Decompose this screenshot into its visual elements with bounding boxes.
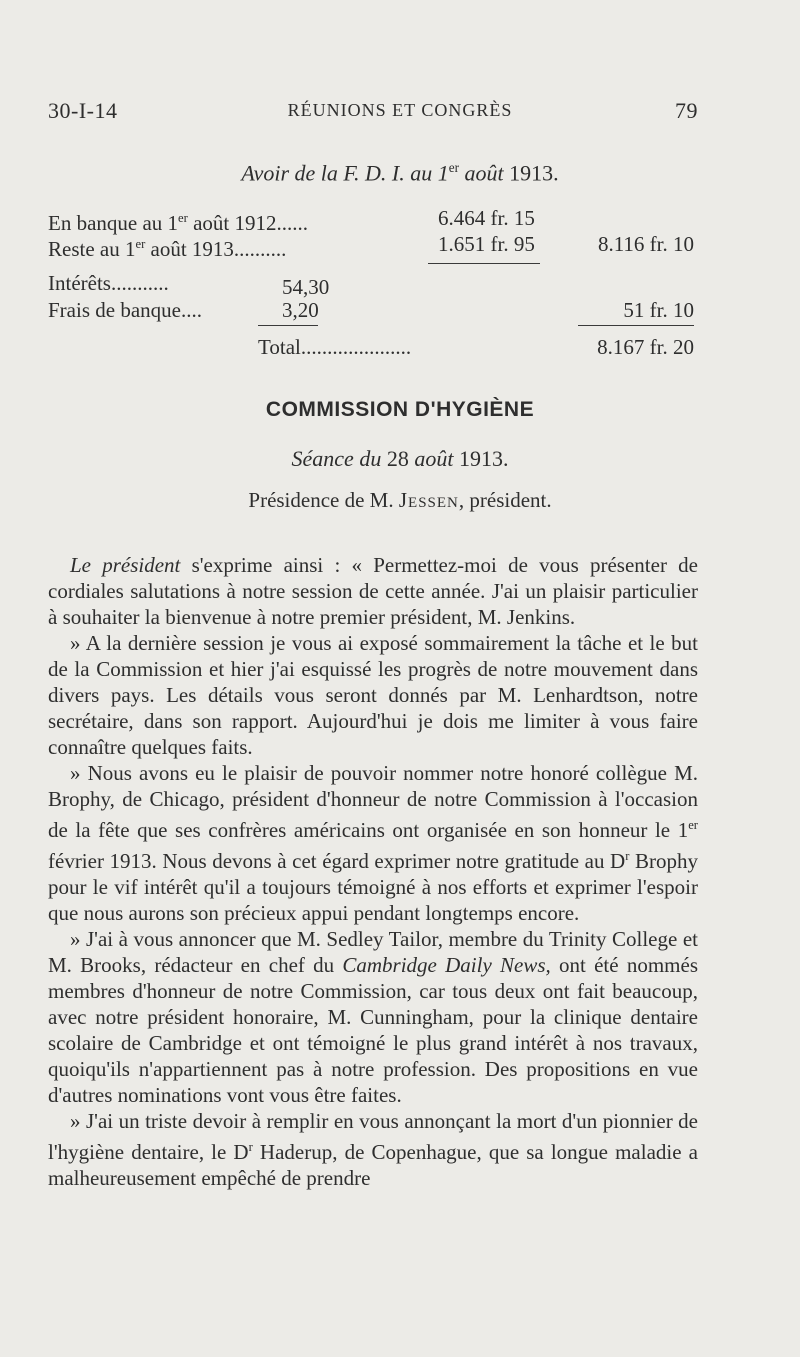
account-amount-3: 54,30 [282, 275, 330, 299]
account-label-1: En banque au 1er août 1912...... [48, 211, 308, 235]
account-amount-4: 3,20 [282, 298, 319, 322]
seance-date: Séance du 28 août 1913. [291, 446, 509, 471]
avoir-title: Avoir de la F. D. I. au 1er août 1913. [241, 160, 559, 186]
body-text [48, 552, 698, 1191]
account-amount-2: 1.651 fr. 95 [438, 232, 535, 256]
paragraph-3: » Nous avons eu le plaisir de pouvoir nommer notre honoré collègue M. Brophy, de Chicago, président d'honneur de notre Commission à l'occasion de la fête que ses confrères américains ont organisée en son honneur le 1er février 1913. Nous devons à cet égard exprimer notre gratitude au $D^r$ Brophy pour le vif intérêt qu'il a toujours témoigné à nos efforts et exprimer l'espoir que nous aurons son précieux appui pendant longtemps encore. [48, 761, 698, 925]
total-label: Total..................... [258, 335, 412, 359]
paragraph-4: » J'ai à vous annoncer que M. Sedley Tailor, membre du Trinity College et M. Brooks, rédacteur en chef du Cambridge Daily News, ont été nommés membres d'honneur de notre Commission, car tous deux ont fait beaucoup, avec notre président honoraire, M. Cunningham, pour la clinique dentaire scolaire de Cambridge et ont témoigné le plus grand intérêt à nos travaux, quoiqu'ils n'appartiennent pas à notre profession. Des propositions en vue d'autres nominations vont vous être faites. [48, 927, 698, 1107]
header-section-title: RÉUNIONS ET CONGRÈS [287, 100, 513, 120]
page-number: 79 [675, 98, 698, 123]
header-date: 30-I-14 [48, 98, 118, 123]
paragraph-2: » A la dernière session je vous ai exposé sommairement la tâche et le but de la Commission et hier j'ai esquissé les progrès de notre mouvement dans divers pays. Les détails vous seront donnés par M. Lenhardtson, notre secrétaire, dans son rapport. Aujourd'hui je dois me limiter à vous faire connaître quelques faits. [48, 631, 698, 759]
subtotal-rule-1 [428, 263, 540, 264]
account-total-4: 51 fr. 10 [623, 298, 694, 322]
account-label-3: Intérêts........... [48, 271, 169, 295]
account-amount-1: 6.464 fr. 15 [438, 206, 535, 230]
account-label-2: Reste au 1er août 1913.......... [48, 237, 287, 261]
account-total-2: 8.116 fr. 10 [597, 232, 694, 256]
paragraph-5: » J'ai un triste devoir à remplir en vous annonçant la mort d'un pionnier de l'hygiène dentaire, le $D^r$ Haderup, de Copenhague, que sa longue maladie a malheureusement empêché de prendre [48, 1109, 698, 1190]
total-value: 8.167 fr. 20 [597, 335, 694, 359]
section-heading: COMMISSION D'HYGIÈNE [265, 398, 535, 421]
presidence-line: Présidence de M. Jessen, président. [248, 488, 552, 512]
paragraph-1: Le président s'exprime ainsi : « Permettez-moi de vous présenter de cordiales salutations à notre session de cette année. J'ai un plaisir particulier à souhaiter la bienvenue à notre premier président, M. Jenkins. [48, 553, 698, 629]
account-label-4: Frais de banque.... [48, 298, 202, 322]
subtotal-rule-2 [258, 325, 318, 326]
total-rule [578, 325, 694, 326]
